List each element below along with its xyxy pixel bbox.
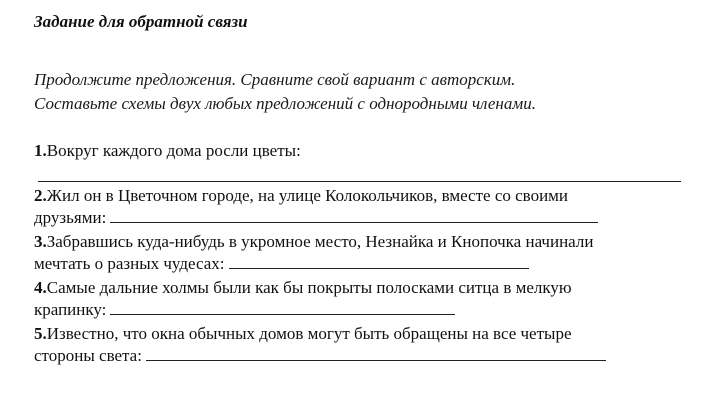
item-4-line-2: [34, 299, 455, 321]
worksheet-title: Задание для обратной связи: [34, 12, 248, 31]
item-2-line-1: [34, 185, 568, 207]
item-1-line-1: [34, 140, 301, 162]
item-text: крапинку:: [34, 300, 107, 319]
item-text: Забравшись куда-нибудь в укромное место, Незнайка и Кнопочка начинали: [46, 232, 594, 251]
item-5-line-1: [34, 323, 572, 345]
item-number: 3.: [34, 232, 47, 251]
item-4-line-1: [34, 277, 572, 299]
answer-blank-2[interactable]: [110, 207, 598, 223]
item-3-line-1: [34, 231, 593, 253]
item-text: Жил он в Цветочном городе, на улице Колокольчиков, вместе со своими: [46, 186, 569, 205]
item-text: стороны света:: [34, 346, 142, 365]
item-text: Известно, что окна обычных домов могут быть обращены на все четыре: [46, 324, 572, 343]
item-text: мечтать о разных чудесах:: [34, 254, 225, 273]
item-text: друзьями:: [34, 208, 107, 227]
instruction-line-1: Продолжите предложения. Сравните свой вариант с авторским.: [34, 70, 516, 89]
item-number: 2.: [34, 186, 47, 205]
answer-blank-1[interactable]: [38, 180, 681, 182]
answer-blank-3[interactable]: [229, 253, 529, 269]
item-number: 5.: [34, 324, 47, 343]
answer-blank-4[interactable]: [110, 299, 455, 315]
item-3-line-2: [34, 253, 529, 275]
item-2-line-2: [34, 207, 598, 229]
answer-blank-5[interactable]: [146, 345, 606, 361]
item-text: Вокруг каждого дома росли цветы:: [46, 141, 301, 160]
item-text: Самые дальние холмы были как бы покрыты полосками ситца в мелкую: [46, 278, 572, 297]
item-number: 4.: [34, 278, 47, 297]
item-number: 1.: [34, 141, 47, 160]
instruction-line-2: Составьте схемы двух любых предложений с однородными членами.: [34, 94, 536, 113]
item-5-line-2: [34, 345, 606, 367]
